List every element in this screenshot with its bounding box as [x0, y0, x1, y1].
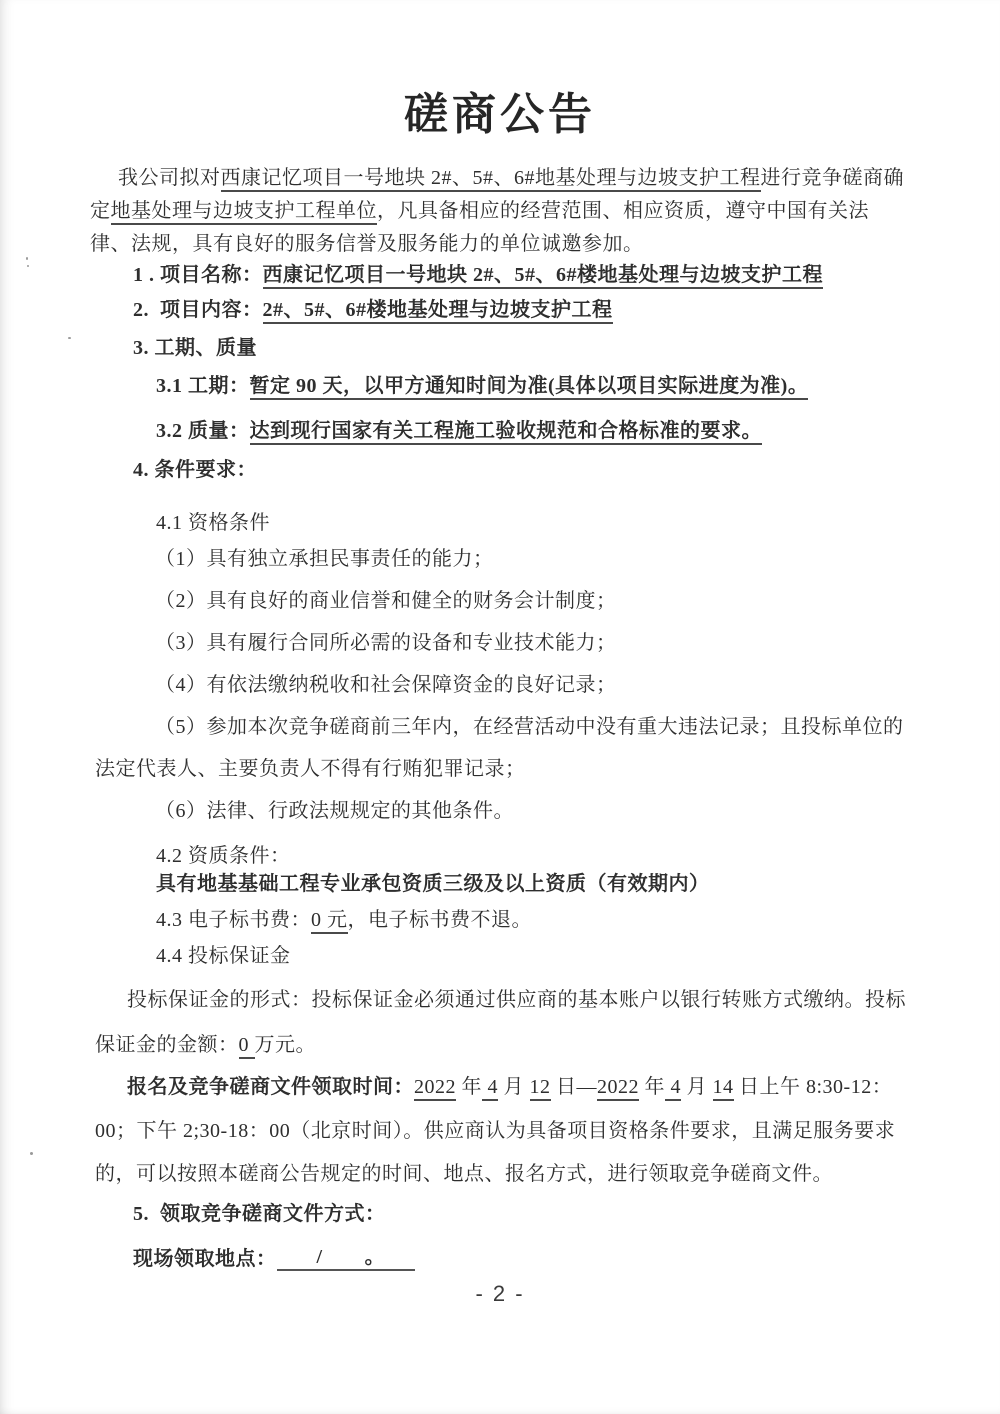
- signup-month2: 4: [665, 1076, 681, 1101]
- sub42-heading-text: 4.2 资质条件：: [156, 845, 291, 867]
- project-content-line: [133, 293, 613, 322]
- qualification-conditions-list: [95, 538, 909, 832]
- duration-line: [156, 369, 808, 398]
- scan-speck: [68, 337, 71, 339]
- sub44-heading-text: 4.4 投标保证金: [156, 945, 291, 967]
- qualification-requirement-text: 具有地基基础工程专业承包资质三级及以上资质（有效期内）: [156, 873, 710, 895]
- signup-sep: 年: [639, 1076, 665, 1098]
- page-number: - 2 -: [475, 1281, 525, 1306]
- blank-slash: /: [316, 1246, 323, 1268]
- pickup-location-label: 现场领取地点：: [133, 1248, 277, 1270]
- signup-month1: 4: [482, 1076, 498, 1101]
- intro-text: 我公司拟对: [118, 167, 221, 189]
- sub41-heading: [156, 506, 270, 535]
- project-name-line: [133, 258, 823, 287]
- bid-document-fee-line: [156, 903, 532, 932]
- deposit-amount: 0: [239, 1034, 255, 1059]
- fee-tail: ，电子标书费不退。: [347, 909, 532, 931]
- project-scope-underlined: 西康记忆项目一号地块 2#、5#、6#地基处理与边坡支护工程: [221, 167, 761, 192]
- section5-heading-text: 5. 领取竞争磋商文件方式：: [133, 1203, 386, 1225]
- project-name-value: 西康记忆项目一号地块 2#、5#、6#楼地基处理与边坡支护工程: [263, 264, 824, 289]
- section3-heading-text: 3. 工期、质量: [133, 337, 257, 359]
- signup-year2: 2022: [597, 1076, 639, 1101]
- signup-label: 报名及竞争磋商文件领取时间：: [127, 1076, 414, 1098]
- sub41-heading-text: 4.1 资格条件: [156, 512, 270, 534]
- section5-heading: [133, 1197, 386, 1226]
- condition-item: （1）具有独立承担民事责任的能力；: [155, 548, 494, 570]
- deposit-paragraph: [95, 978, 909, 1068]
- signup-sep: 年: [456, 1076, 482, 1098]
- section4-heading-text: 4. 条件要求：: [133, 459, 257, 481]
- signup-year1: 2022: [414, 1076, 456, 1101]
- signup-tail: 日上午 8:30-12：00；下午 2;30-18：00（北京时间）。供应商认为具备项目资格条件要求，且满足服务要求的，可以按照本磋商公告规定的时间、地点、报名方式，进行领取竞争磋商文件。: [95, 1076, 896, 1185]
- condition-item: （2）具有良好的商业信誉和健全的财务会计制度；: [155, 590, 617, 612]
- blank-period: 。: [364, 1246, 386, 1268]
- duration-label: 3.1 工期：: [156, 375, 250, 397]
- intro-text: ，凡具备相应的经营范围、相应资质，遵守中国有关法律、法规，具有良好的服务信誉及服务能力的单位诚邀参加。: [90, 200, 869, 255]
- condition-item: （3）具有履行合同所必需的设备和专业技术能力；: [155, 632, 617, 654]
- qualification-requirement-line: [156, 867, 710, 896]
- intro-paragraph: [90, 162, 908, 261]
- quality-value: 达到现行国家有关工程施工验收规范和合格标准的要求。: [250, 420, 763, 445]
- scan-speck: [30, 1152, 33, 1155]
- pickup-location-blank: [277, 1240, 415, 1271]
- signup-sep: 月: [681, 1076, 713, 1098]
- document-title: 磋商公告: [404, 90, 596, 139]
- fee-value: 0 元: [311, 909, 348, 934]
- project-name-label: 1 . 项目名称：: [133, 264, 263, 286]
- intro-text: 进行竞争磋商确定: [90, 167, 904, 222]
- sub44-heading: [156, 939, 291, 968]
- quality-label: 3.2 质量：: [156, 420, 250, 442]
- condition-item: （5）参加本次竞争磋商前三年内，在经营活动中没有重大违法记录；且投标单位的法定代表人、主要负责人不得有行贿犯罪记录；: [95, 716, 904, 780]
- duration-value: 暂定 90 天，以甲方通知时间为准(具体以项目实际进度为准)。: [250, 375, 809, 400]
- contract-unit-underlined: 地基处理与边坡支护工程单位: [111, 200, 378, 225]
- pickup-location-line: [133, 1240, 415, 1271]
- deposit-tail: 万元。: [254, 1034, 316, 1056]
- signup-day1: 12: [530, 1076, 551, 1101]
- signup-sep: 日—: [550, 1076, 597, 1098]
- sub42-heading: [156, 839, 291, 868]
- fee-label: 4.3 电子标书费：: [156, 909, 311, 931]
- condition-item: （4）有依法缴纳税收和社会保障资金的良好记录；: [155, 674, 617, 696]
- condition-item: （6）法律、行政法规规定的其他条件。: [155, 800, 514, 822]
- section3-heading: [133, 331, 257, 360]
- signup-time-paragraph: [95, 1066, 909, 1197]
- scan-speck: [26, 257, 28, 260]
- project-content-label: 2. 项目内容：: [133, 299, 263, 321]
- deposit-text: 投标保证金的形式：投标保证金必须通过供应商的基本账户以银行转账方式缴纳。投标保证金的金额：: [95, 989, 906, 1056]
- scan-speck: [27, 265, 29, 267]
- project-content-value: 2#、5#、6#楼地基处理与边坡支护工程: [263, 299, 613, 324]
- signup-day2: 14: [713, 1076, 734, 1101]
- signup-sep: 月: [498, 1076, 530, 1098]
- quality-line: [156, 414, 762, 443]
- section4-heading: [133, 453, 257, 482]
